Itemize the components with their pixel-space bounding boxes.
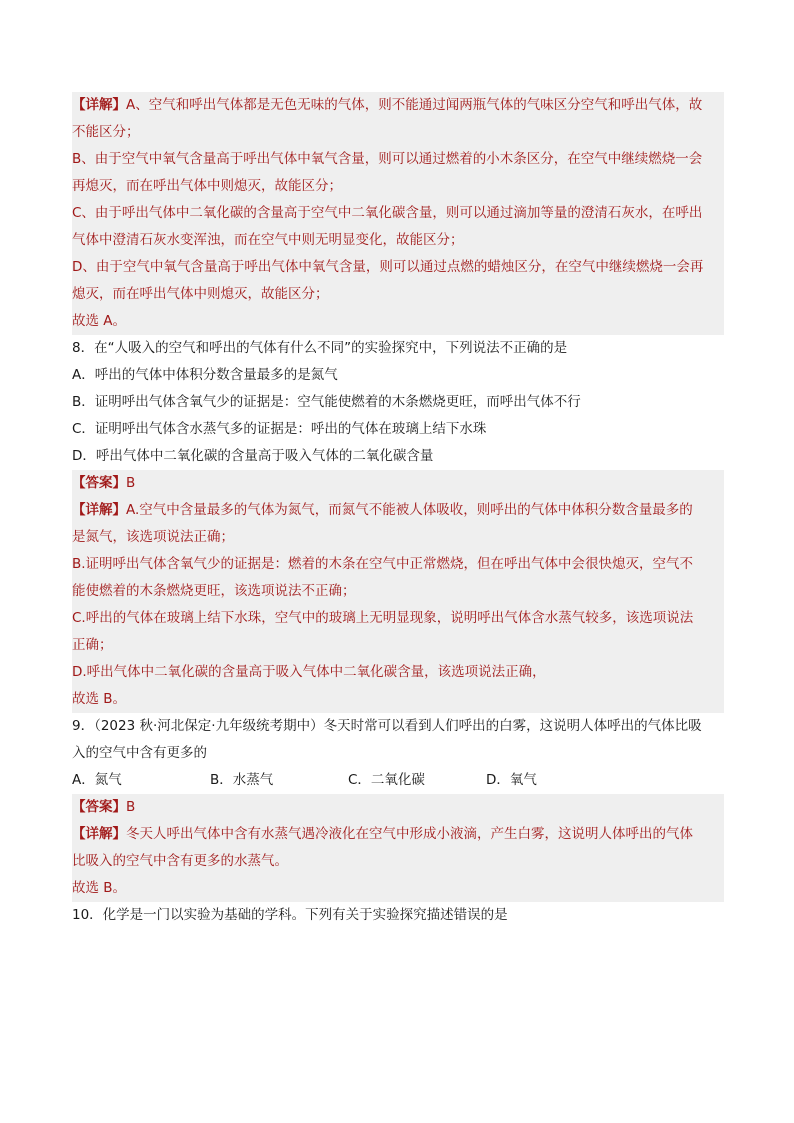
q8-detail-line-7: D.呼出气体中二氧化碳的含量高于吸入气体中二氧化碳含量，该选项说法正确， bbox=[72, 664, 546, 680]
question-8 bbox=[72, 335, 724, 470]
q9-stem-line-2: 入的空气中含有更多的 bbox=[72, 745, 207, 761]
question-9 bbox=[72, 713, 724, 794]
question-10 bbox=[72, 902, 724, 929]
detail-tag: 【详解】 bbox=[72, 826, 126, 842]
q8-option-c: C．证明呼出气体含水蒸气多的证据是：呼出的气体在玻璃上结下水珠 bbox=[72, 421, 487, 437]
q9-option-c: C．二氧化碳 bbox=[348, 772, 425, 788]
q8-detail-line-2: 是氮气，该选项说法正确； bbox=[72, 529, 234, 545]
q8-conclusion: 故选 B。 bbox=[72, 691, 127, 707]
q7-detail-line-3: B、由于空气中氧气含量高于呼出气体中氧气含量，则可以通过燃着的小木条区分，在空气中继续燃烧一会 bbox=[72, 151, 703, 167]
q7-detail-line-1: 【详解】A、空气和呼出气体都是无色无味的气体，则不能通过闻两瓶气体的气味区分空气和呼出气体，故 bbox=[72, 97, 703, 113]
q8-stem: 8．在“人吸入的空气和呼出的气体有什么不同”的实验探究中，下列说法不正确的是 bbox=[72, 340, 568, 356]
q9-detail-line-1: 【详解】冬天人呼出气体中含有水蒸气遇冷液化在空气中形成小液滴，产生白雾，这说明人体呼出的气体 bbox=[72, 826, 693, 842]
q8-detail-line-3: B.证明呼出气体含氧气少的证据是：燃着的木条在空气中正常燃烧，但在呼出气体中会很快熄灭，空气不 bbox=[72, 556, 694, 572]
q8-detail-line-6: 正确； bbox=[72, 637, 113, 653]
q9-option-d: D．氧气 bbox=[486, 772, 537, 788]
q7-conclusion: 故选 A。 bbox=[72, 313, 127, 329]
q7-detail-line-5: C、由于呼出气体中二氧化碳的含量高于空气中二氧化碳含量，则可以通过滴加等量的澄清石灰水，在呼出 bbox=[72, 205, 703, 221]
q7-explanation-block bbox=[72, 92, 724, 335]
q8-option-a: A．呼出的气体中体积分数含量最多的是氮气 bbox=[72, 367, 338, 383]
q9-answer: 【答案】B bbox=[72, 799, 136, 815]
q9-options bbox=[72, 767, 724, 794]
q7-detail-line-2: 不能区分； bbox=[72, 124, 140, 140]
q8-option-b: B．证明呼出气体含氧气少的证据是：空气能使燃着的木条燃烧更旺，而呼出气体不行 bbox=[72, 394, 581, 410]
q9-conclusion: 故选 B。 bbox=[72, 880, 127, 896]
q9-answer-block bbox=[72, 794, 724, 902]
q7-detail-line-6: 气体中澄清石灰水变浑浊，而在空气中则无明显变化，故能区分； bbox=[72, 232, 464, 248]
q7-detail-line-4: 再熄灭，而在呼出气体中则熄灭，故能区分； bbox=[72, 178, 342, 194]
q8-answer: 【答案】B bbox=[72, 475, 136, 491]
q8-detail-line-5: C.呼出的气体在玻璃上结下水珠，空气中的玻璃上无明显现象，说明呼出气体含水蒸气较多，该选项说法 bbox=[72, 610, 694, 626]
q9-stem-line-1: 9．（2023 秋·河北保定·九年级统考期中）冬天时常可以看到人们呼出的白雾，这说明人体呼出的气体比吸 bbox=[72, 718, 702, 734]
q8-detail-line-1: 【详解】A.空气中含量最多的气体为氮气，而氮气不能被人体吸收，则呼出的气体中体积分数含量最多的 bbox=[72, 502, 693, 518]
q8-detail-line-4: 能使燃着的木条燃烧更旺，该选项说法不正确； bbox=[72, 583, 356, 599]
q10-stem: 10．化学是一门以实验为基础的学科。下列有关于实验探究描述错误的是 bbox=[72, 907, 508, 923]
q9-option-b: B．水蒸气 bbox=[210, 772, 274, 788]
detail-tag: 【详解】 bbox=[72, 97, 126, 113]
q9-option-a: A．氮气 bbox=[72, 772, 122, 788]
detail-tag: 【详解】 bbox=[72, 502, 126, 518]
q7-detail-line-7: D、由于空气中氧气含量高于呼出气体中氧气含量，则可以通过点燃的蜡烛区分，在空气中继续燃烧一会再 bbox=[72, 259, 704, 275]
q8-option-d: D．呼出气体中二氧化碳的含量高于吸入气体的二氧化碳含量 bbox=[72, 448, 434, 464]
document-body bbox=[72, 92, 724, 929]
answer-tag: 【答案】 bbox=[72, 799, 126, 815]
q9-detail-line-2: 比吸入的空气中含有更多的水蒸气。 bbox=[72, 853, 288, 869]
q8-answer-block bbox=[72, 470, 724, 713]
answer-tag: 【答案】 bbox=[72, 475, 126, 491]
q7-detail-line-8: 熄灭，而在呼出气体中则熄灭，故能区分； bbox=[72, 286, 329, 302]
